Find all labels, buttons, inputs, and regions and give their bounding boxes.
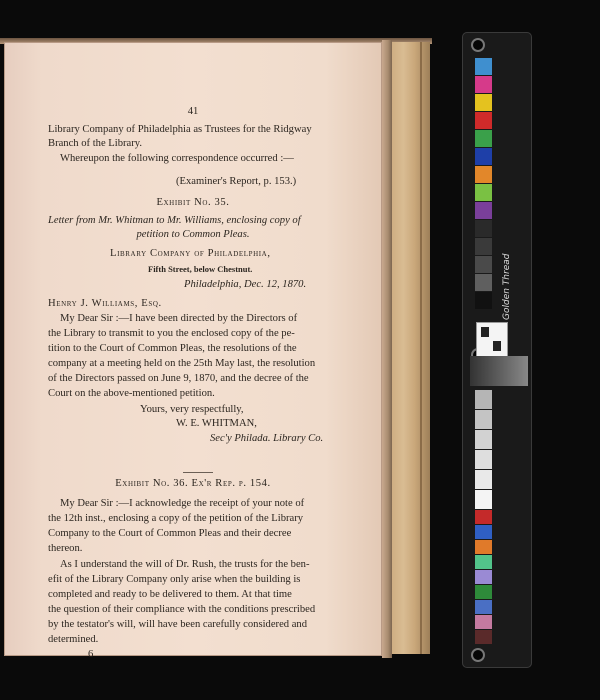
text-line: Library Company of Philadelphia as Trustees for the Ridgway (48, 124, 312, 135)
letter-addressee: Henry J. Williams, Esq. (48, 298, 162, 309)
color-swatch (475, 58, 492, 75)
gradient-strip (470, 356, 528, 386)
color-swatch (475, 94, 492, 111)
letter-body-line: My Dear Sir :—I acknowledge the receipt of your note of (60, 498, 305, 509)
letter-body-line: the question of their compliance with the conditions prescribed (48, 604, 316, 615)
color-swatch (475, 510, 492, 524)
color-swatch (475, 112, 492, 129)
text-line: Branch of the Library. (48, 138, 143, 149)
letter-body-line: My Dear Sir :—I have been directed by the Directors of (60, 313, 298, 324)
color-swatch (475, 615, 492, 629)
section-divider (183, 472, 213, 473)
color-swatch (475, 76, 492, 93)
letter-body-line: by the testator's will, will have been carefully considered and (48, 619, 308, 630)
color-swatch (475, 390, 492, 409)
letter-body-line: Court on the above-mentioned petition. (48, 388, 215, 399)
color-swatch (475, 166, 492, 183)
letter-body-line: the 12th inst., enclosing a copy of the petition of the Library (48, 513, 304, 524)
exhibit-35-caption: Letter from Mr. Whitman to Mr. Williams, enclosing copy of (48, 215, 301, 226)
letter-body-line: company at a meeting held on the 25th May last, the resolution (48, 358, 316, 369)
letter-body-line: tition to the Court of Common Pleas, the resolutions of the (48, 343, 297, 354)
color-swatch (475, 292, 492, 309)
letter-body-line: efit of the Library Company only arise when the building is (48, 574, 301, 585)
card-hole-top (471, 38, 485, 52)
color-swatch (475, 184, 492, 201)
color-swatch (475, 540, 492, 554)
color-swatch (475, 274, 492, 291)
letterhead: Library Company of Philadelphia, (110, 248, 271, 259)
color-swatch (475, 555, 492, 569)
color-swatch (475, 585, 492, 599)
text-line: Whereupon the following correspondence occurred :— (60, 153, 294, 164)
exhibit-35-caption-cont: petition to Common Pleas. (136, 229, 250, 240)
signatory-title: Sec'y Philada. Library Co. (210, 433, 324, 444)
exhibit-35-heading: Exhibit No. 35. (156, 197, 230, 208)
alignment-target (476, 322, 508, 358)
color-swatch (475, 256, 492, 273)
letter-body-line: of the Directors passed on June 9, 1870, and the decree of the (48, 373, 309, 384)
color-swatch (475, 202, 492, 219)
book-page (4, 42, 382, 660)
exhibit-36-heading: Exhibit No. 36. Ex'r Rep. p. 154. (115, 478, 271, 489)
letter-closing: Yours, very respectfully, (140, 404, 244, 415)
letter-body-line: thereon. (48, 543, 83, 554)
color-swatch (475, 238, 492, 255)
book-spine (392, 42, 430, 654)
page-edge (382, 40, 392, 658)
color-swatch (475, 130, 492, 147)
color-swatch (475, 410, 492, 429)
letter-body-line: Company to the Court of Common Pleas and their decree (48, 528, 292, 539)
spine-crease (420, 42, 422, 654)
color-swatch (475, 148, 492, 165)
color-swatch (475, 490, 492, 509)
examiner-reference: (Examiner's Report, p. 153.) (176, 176, 297, 187)
color-swatch (475, 430, 492, 449)
letter-date: Philadelphia, Dec. 12, 1870. (184, 279, 307, 290)
color-swatch (475, 220, 492, 237)
letter-body-line: the Library to transmit to you the enclosed copy of the pe- (48, 328, 295, 339)
color-swatch (475, 570, 492, 584)
color-swatch (475, 630, 492, 644)
color-swatch (475, 600, 492, 614)
color-swatch (475, 525, 492, 539)
signature-mark: 6 (88, 649, 94, 660)
letter-body-line: completed and ready to be delivered to them. At that time (48, 589, 292, 600)
letter-body-line: determined. (48, 634, 99, 645)
card-hole-bottom (471, 648, 485, 662)
letter-signature: W. E. WHITMAN, (176, 418, 257, 429)
card-brand-label: Golden Thread (502, 253, 512, 320)
letterhead-address: Fifth Street, below Chestnut. (148, 264, 253, 274)
letter-body-line: As I understand the will of Dr. Rush, the trusts for the ben- (60, 559, 310, 570)
page-number: 41 (187, 106, 199, 117)
color-swatch (475, 450, 492, 469)
color-swatch (475, 470, 492, 489)
